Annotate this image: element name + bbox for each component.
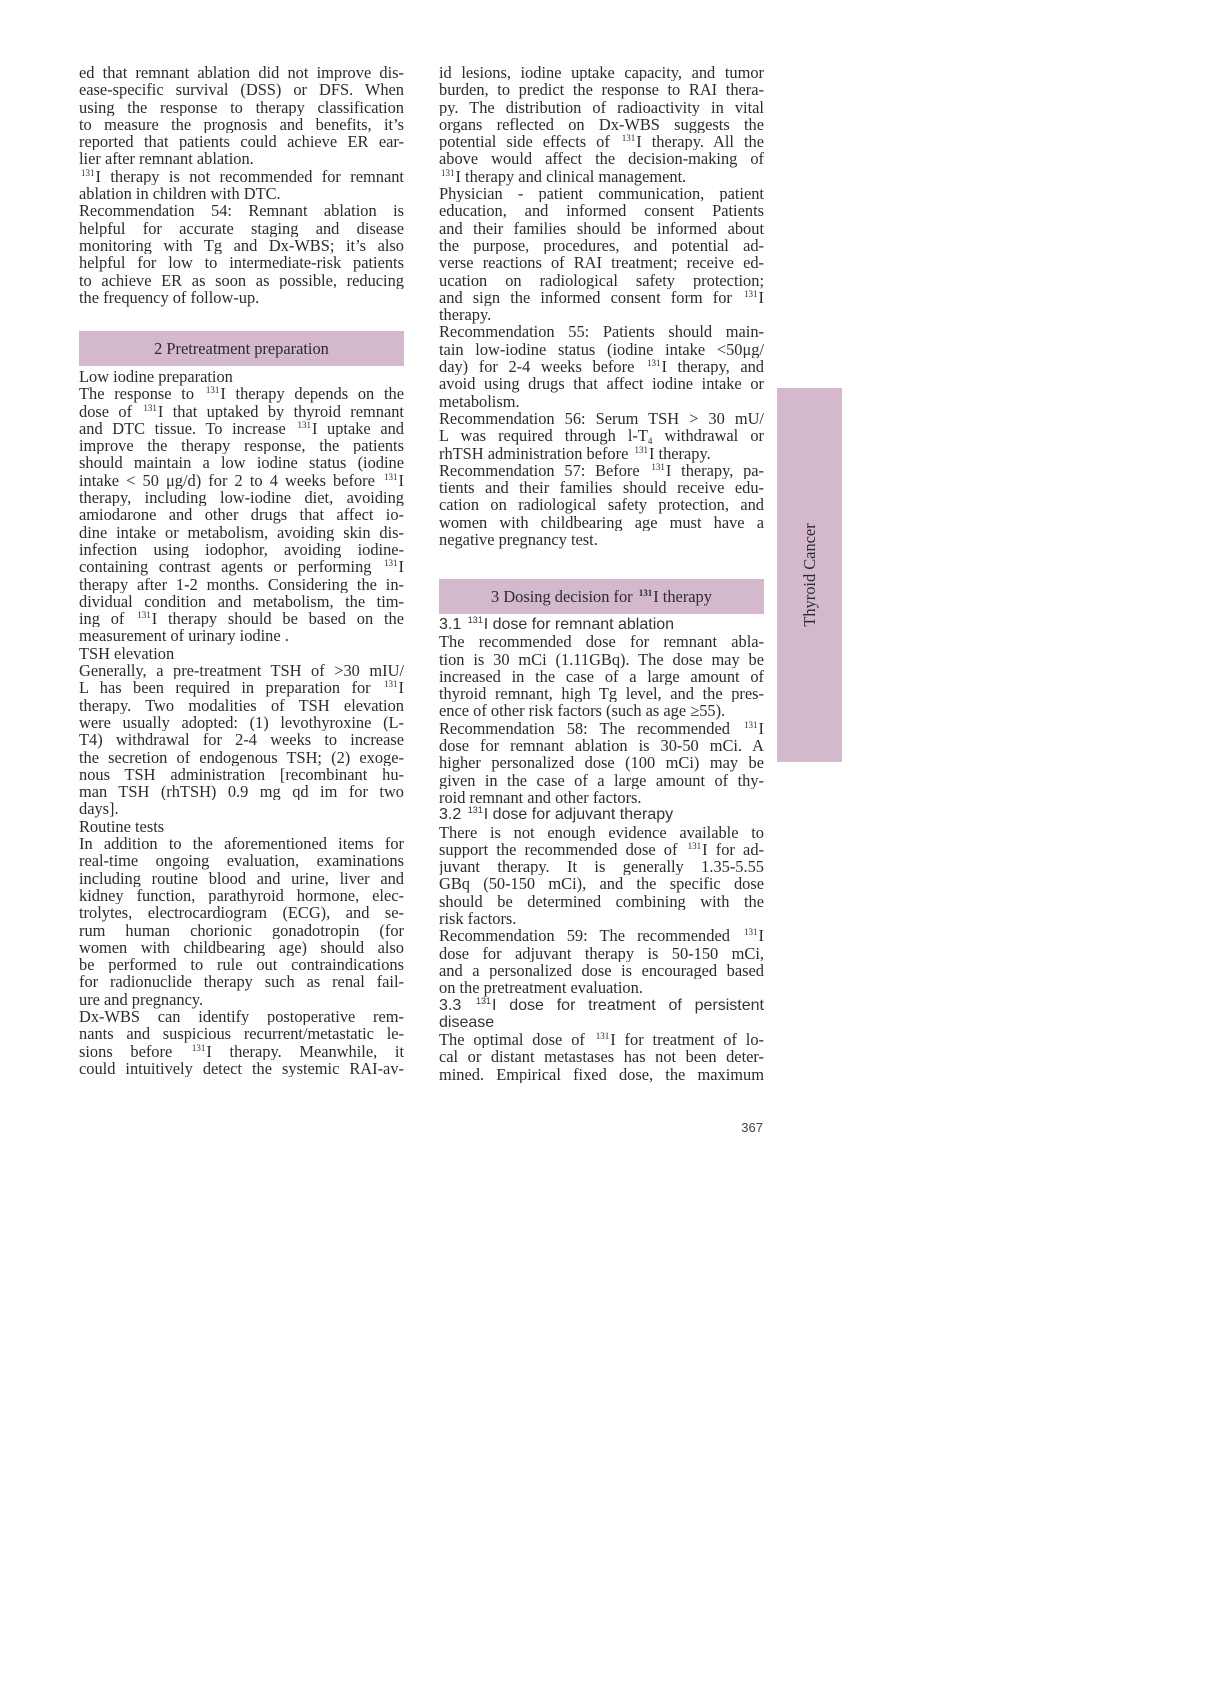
text-line: Recommendation 57: Before $^{131}$I therapy, pa- [439, 461, 764, 480]
text-line: amiodarone and other drugs that affect io- [79, 506, 404, 524]
isotope-superscript: 131 [205, 385, 220, 396]
subsection-heading-line: 3.1 $^{131}$I dose for remnant ablation [439, 615, 675, 633]
text-line: The response to $^{131}$I therapy depends on the [79, 385, 404, 403]
text-line: cal or distant metastases has not been deter- [439, 1048, 764, 1066]
text-line: therapy, including low-iodine diet, avoiding [79, 489, 404, 507]
text-line: Recommendation 59: The recommended $^{131}$I [439, 927, 764, 945]
page-number: 367 [741, 1120, 763, 1135]
isotope-superscript: 131 [297, 419, 311, 430]
text-line: ablation in children with DTC. [79, 184, 281, 204]
text-line: py. The distribution of radioactivity in vital [439, 98, 764, 116]
text-line: tion is 30 mCi (1.11GBq). The dose may be [439, 650, 764, 668]
text-line: therapy after 1-2 months. Considering the in- [79, 575, 404, 593]
isotope-superscript: 131 [646, 358, 661, 369]
text-line: the purpose, procedures, and potential ad- [439, 236, 764, 255]
chapter-side-tab-label: Thyroid Cancer [799, 523, 819, 627]
text-line: GBq (50-150 mCi), and the specific dose [439, 875, 764, 893]
text-line: $^{131}$I therapy is not recommended for remnant [81, 167, 404, 186]
text-line: id lesions, iodine uptake capacity, and tumor [439, 64, 764, 82]
text-line: ed that remnant ablation did not improve dis- [79, 64, 404, 82]
isotope-superscript: 131 [476, 995, 492, 1006]
text-line: be performed to rule out contraindications [79, 956, 404, 974]
subsection-heading-line: disease [439, 1013, 495, 1031]
text-line: ucation on radiological safety protection; [439, 271, 764, 289]
text-line: and their families should be informed about [439, 219, 764, 237]
section-3-heading [439, 579, 764, 614]
text-line: the frequency of follow-up. [79, 287, 260, 307]
text-line: man TSH (rhTSH) 0.9 mg qd im for two [79, 783, 404, 801]
chapter-side-tab [777, 388, 842, 762]
text-line: dine intake or metabolism, avoiding skin dis- [79, 523, 404, 541]
text-line: avoid using drugs that affect iodine intake or [439, 375, 764, 393]
text-line: thyroid remnant, high Tg level, and the pres- [439, 685, 764, 703]
text-line: cation on radiological safety protection, and [439, 496, 764, 514]
text-line: lier after remnant ablation. [79, 149, 254, 169]
text-line: L has been required in preparation for $^{131}$I [79, 679, 404, 697]
text-line: Recommendation 56: Serum TSH > 30 mU/ [439, 409, 764, 428]
text-line: sions before $^{131}$I therapy. Meanwhile, it [79, 1042, 404, 1060]
text-line: tients and their families should receive edu- [439, 479, 764, 497]
isotope-superscript: 131 [384, 679, 398, 690]
text-line: In addition to the aforementioned items for [79, 835, 404, 853]
text-line: potential side effects of $^{131}$I therapy. All the [439, 133, 764, 151]
text-line: higher personalized dose (100 mCi) may be [439, 754, 764, 772]
section-3-heading-post: I therapy [653, 587, 712, 606]
isotope-superscript: 131 [137, 610, 151, 621]
text-line: trolytes, electrocardiogram (ECG), and se- [79, 904, 404, 922]
text-line: roid remnant and other factors. [439, 787, 642, 807]
text-line: to achieve ER as soon as possible, reducing [79, 271, 404, 289]
text-line: negative pregnancy test. [439, 530, 598, 550]
text-line: organs reflected on Dx-WBS suggests the [439, 115, 764, 134]
left-column-text-bottom [79, 368, 404, 1077]
text-line: above would affect the decision-making of [439, 150, 764, 168]
isotope-superscript: 131 [191, 1042, 206, 1053]
text-line: to measure the prognosis and benefits, it’s [79, 115, 404, 134]
text-line: rum human chorionic gonadotropin (for [79, 921, 404, 939]
text-line: on the pretreatment evaluation. [439, 978, 643, 998]
text-line: T4) withdrawal for 2-4 weeks to increase [79, 731, 404, 749]
subsection-heading-line: 3.2 $^{131}$I dose for adjuvant therapy [439, 805, 674, 824]
isotope-superscript: 131 [744, 927, 758, 938]
section-2-heading-text: 2 Pretreatment preparation [154, 339, 329, 358]
text-line: burden, to predict the response to RAI thera- [439, 81, 764, 99]
text-line: helpful for accurate staging and disease [79, 219, 404, 237]
text-line: L was required through $l-T_4$ withdrawal or [439, 427, 764, 445]
text-line: and sign the informed consent form for $^{131}$I [439, 288, 764, 307]
text-line: ease-specific survival (DSS) or DFS. When [79, 81, 404, 99]
isotope-superscript: 131 [467, 615, 483, 625]
text-line: helpful for low to intermediate-risk patients [79, 254, 404, 272]
isotope-superscript: 131 [595, 1031, 610, 1042]
section-3-heading-sup: 131 [638, 588, 653, 598]
isotope-superscript: 131 [651, 461, 665, 472]
text-line: should be determined combining with the [439, 892, 764, 911]
text-line: metabolism. [439, 391, 520, 411]
text-line: TSH elevation [79, 643, 175, 663]
text-line: Physician - patient communication, patient [439, 185, 764, 203]
text-line: Recommendation 54: Remnant ablation is [79, 202, 404, 220]
text-line: and a personalized dose is encouraged based [439, 961, 764, 980]
text-line: intake < 50 μg/d) for 2 to 4 weeks before $^{131}$I [79, 471, 404, 490]
text-line: the secretion of endogenous TSH; (2) exoge- [79, 748, 404, 766]
text-line: real-time ongoing evaluation, examinations [79, 852, 404, 870]
text-line: reported that patients could achieve ER ear- [79, 133, 404, 151]
text-line: Recommendation 58: The recommended $^{131}$I [439, 719, 764, 738]
text-line: ure and pregnancy. [79, 989, 204, 1009]
text-line: Recommendation 55: Patients should main- [439, 323, 764, 341]
text-line: therapy. [439, 305, 492, 325]
text-line: Routine tests [79, 816, 165, 836]
text-line: measurement of urinary iodine . [79, 626, 289, 646]
text-line: juvant therapy. It is generally 1.35-5.55 [439, 858, 764, 876]
text-line: women with childbearing age must have a [439, 513, 764, 532]
isotope-superscript: 131 [384, 471, 398, 482]
text-line: Low iodine preparation [79, 367, 233, 386]
isotope-superscript: 131 [384, 558, 398, 569]
text-line: ing of $^{131}$I therapy should be based on the [79, 610, 404, 628]
text-line: and DTC tissue. To increase $^{131}$I uptake and [79, 419, 404, 438]
isotope-superscript: 131 [621, 133, 636, 144]
subsection-heading-line: 3.3 $^{131}$I dose for treatment of persistent [439, 995, 764, 1014]
text-line: rhTSH administration before $^{131}$I therapy. [439, 443, 711, 463]
text-line: improve the therapy response, the patients [79, 437, 404, 455]
text-line: verse reactions of RAI treatment; receive ed- [439, 254, 764, 272]
text-line: dividual condition and metabolism, the tim- [79, 592, 404, 611]
text-line: given in the case of a large amount of thy- [439, 771, 764, 789]
text-line: ence of other risk factors (such as age ≥55). [439, 701, 726, 721]
text-line: kidney function, parathyroid hormone, elec- [79, 886, 404, 905]
isotope-superscript: 131 [441, 167, 455, 178]
text-line: were usually adopted: (1) levothyroxine (L- [79, 713, 404, 732]
left-column-text-top [79, 64, 404, 306]
text-line: $^{131}$I therapy and clinical management. [441, 166, 687, 186]
text-line: nous TSH administration [recombinant hu- [79, 765, 404, 784]
text-line: nants and suspicious recurrent/metastatic le- [79, 1025, 404, 1043]
text-line: infection using iodophor, avoiding iodine- [79, 540, 404, 559]
section-3-heading-pre: 3 Dosing decision for [491, 587, 637, 606]
isotope-superscript: 131 [81, 167, 95, 178]
text-line: day) for 2-4 weeks before $^{131}$I therapy, and [439, 358, 764, 376]
text-line: using the response to therapy classification [79, 98, 404, 116]
text-line: tain low-iodine status (iodine intake <50μg/ [439, 340, 764, 359]
text-line: Dx-WBS can identify postoperative rem- [79, 1007, 404, 1026]
text-line: including routine blood and urine, liver and [79, 869, 404, 887]
section-2-heading [79, 331, 404, 366]
right-column-text-bottom [439, 616, 764, 1083]
text-line: dose for adjuvant therapy is 50-150 mCi, [439, 944, 764, 962]
isotope-superscript: 131 [744, 719, 758, 730]
text-line: increased in the case of a large amount of [439, 667, 764, 686]
text-line: mined. Empirical fixed dose, the maximum [439, 1065, 764, 1084]
text-line: women with childbearing age) should also [79, 938, 404, 957]
right-column-text-top [439, 64, 764, 548]
text-line: should maintain a low iodine status (iodine [79, 454, 404, 472]
subscript: 4 [647, 436, 653, 445]
isotope-superscript: 131 [634, 444, 648, 455]
text-line: monitoring with Tg and Dx-WBS; it’s also [79, 236, 404, 255]
text-line: Generally, a pre-treatment TSH of >30 mIU/ [79, 662, 404, 680]
text-line: There is not enough evidence available to [439, 823, 764, 841]
text-line: The recommended dose for remnant abla- [439, 633, 764, 651]
isotope-superscript: 131 [687, 840, 702, 851]
text-line: dose for remnant ablation is 30-50 mCi. A [439, 737, 764, 755]
text-line: therapy. Two modalities of TSH elevation [79, 696, 404, 714]
text-line: containing contrast agents or performing $^{131}$I [79, 558, 404, 576]
text-line: support the recommended dose of $^{131}$I for ad- [439, 840, 764, 859]
text-line: education, and informed consent Patients [439, 202, 764, 220]
text-line: dose of $^{131}$I that uptaked by thyroid remnant [79, 402, 404, 420]
isotope-superscript: 131 [744, 288, 758, 299]
text-line: The optimal dose of $^{131}$I for treatment of lo- [439, 1031, 764, 1049]
text-line: for radionuclide therapy such as renal fail- [79, 973, 404, 991]
text-line: risk factors. [439, 909, 517, 929]
isotope-superscript: 131 [143, 402, 157, 413]
text-line: could intuitively detect the systemic RAI-av- [79, 1059, 404, 1078]
text-line: days]. [79, 799, 119, 819]
isotope-superscript: 131 [467, 805, 483, 816]
